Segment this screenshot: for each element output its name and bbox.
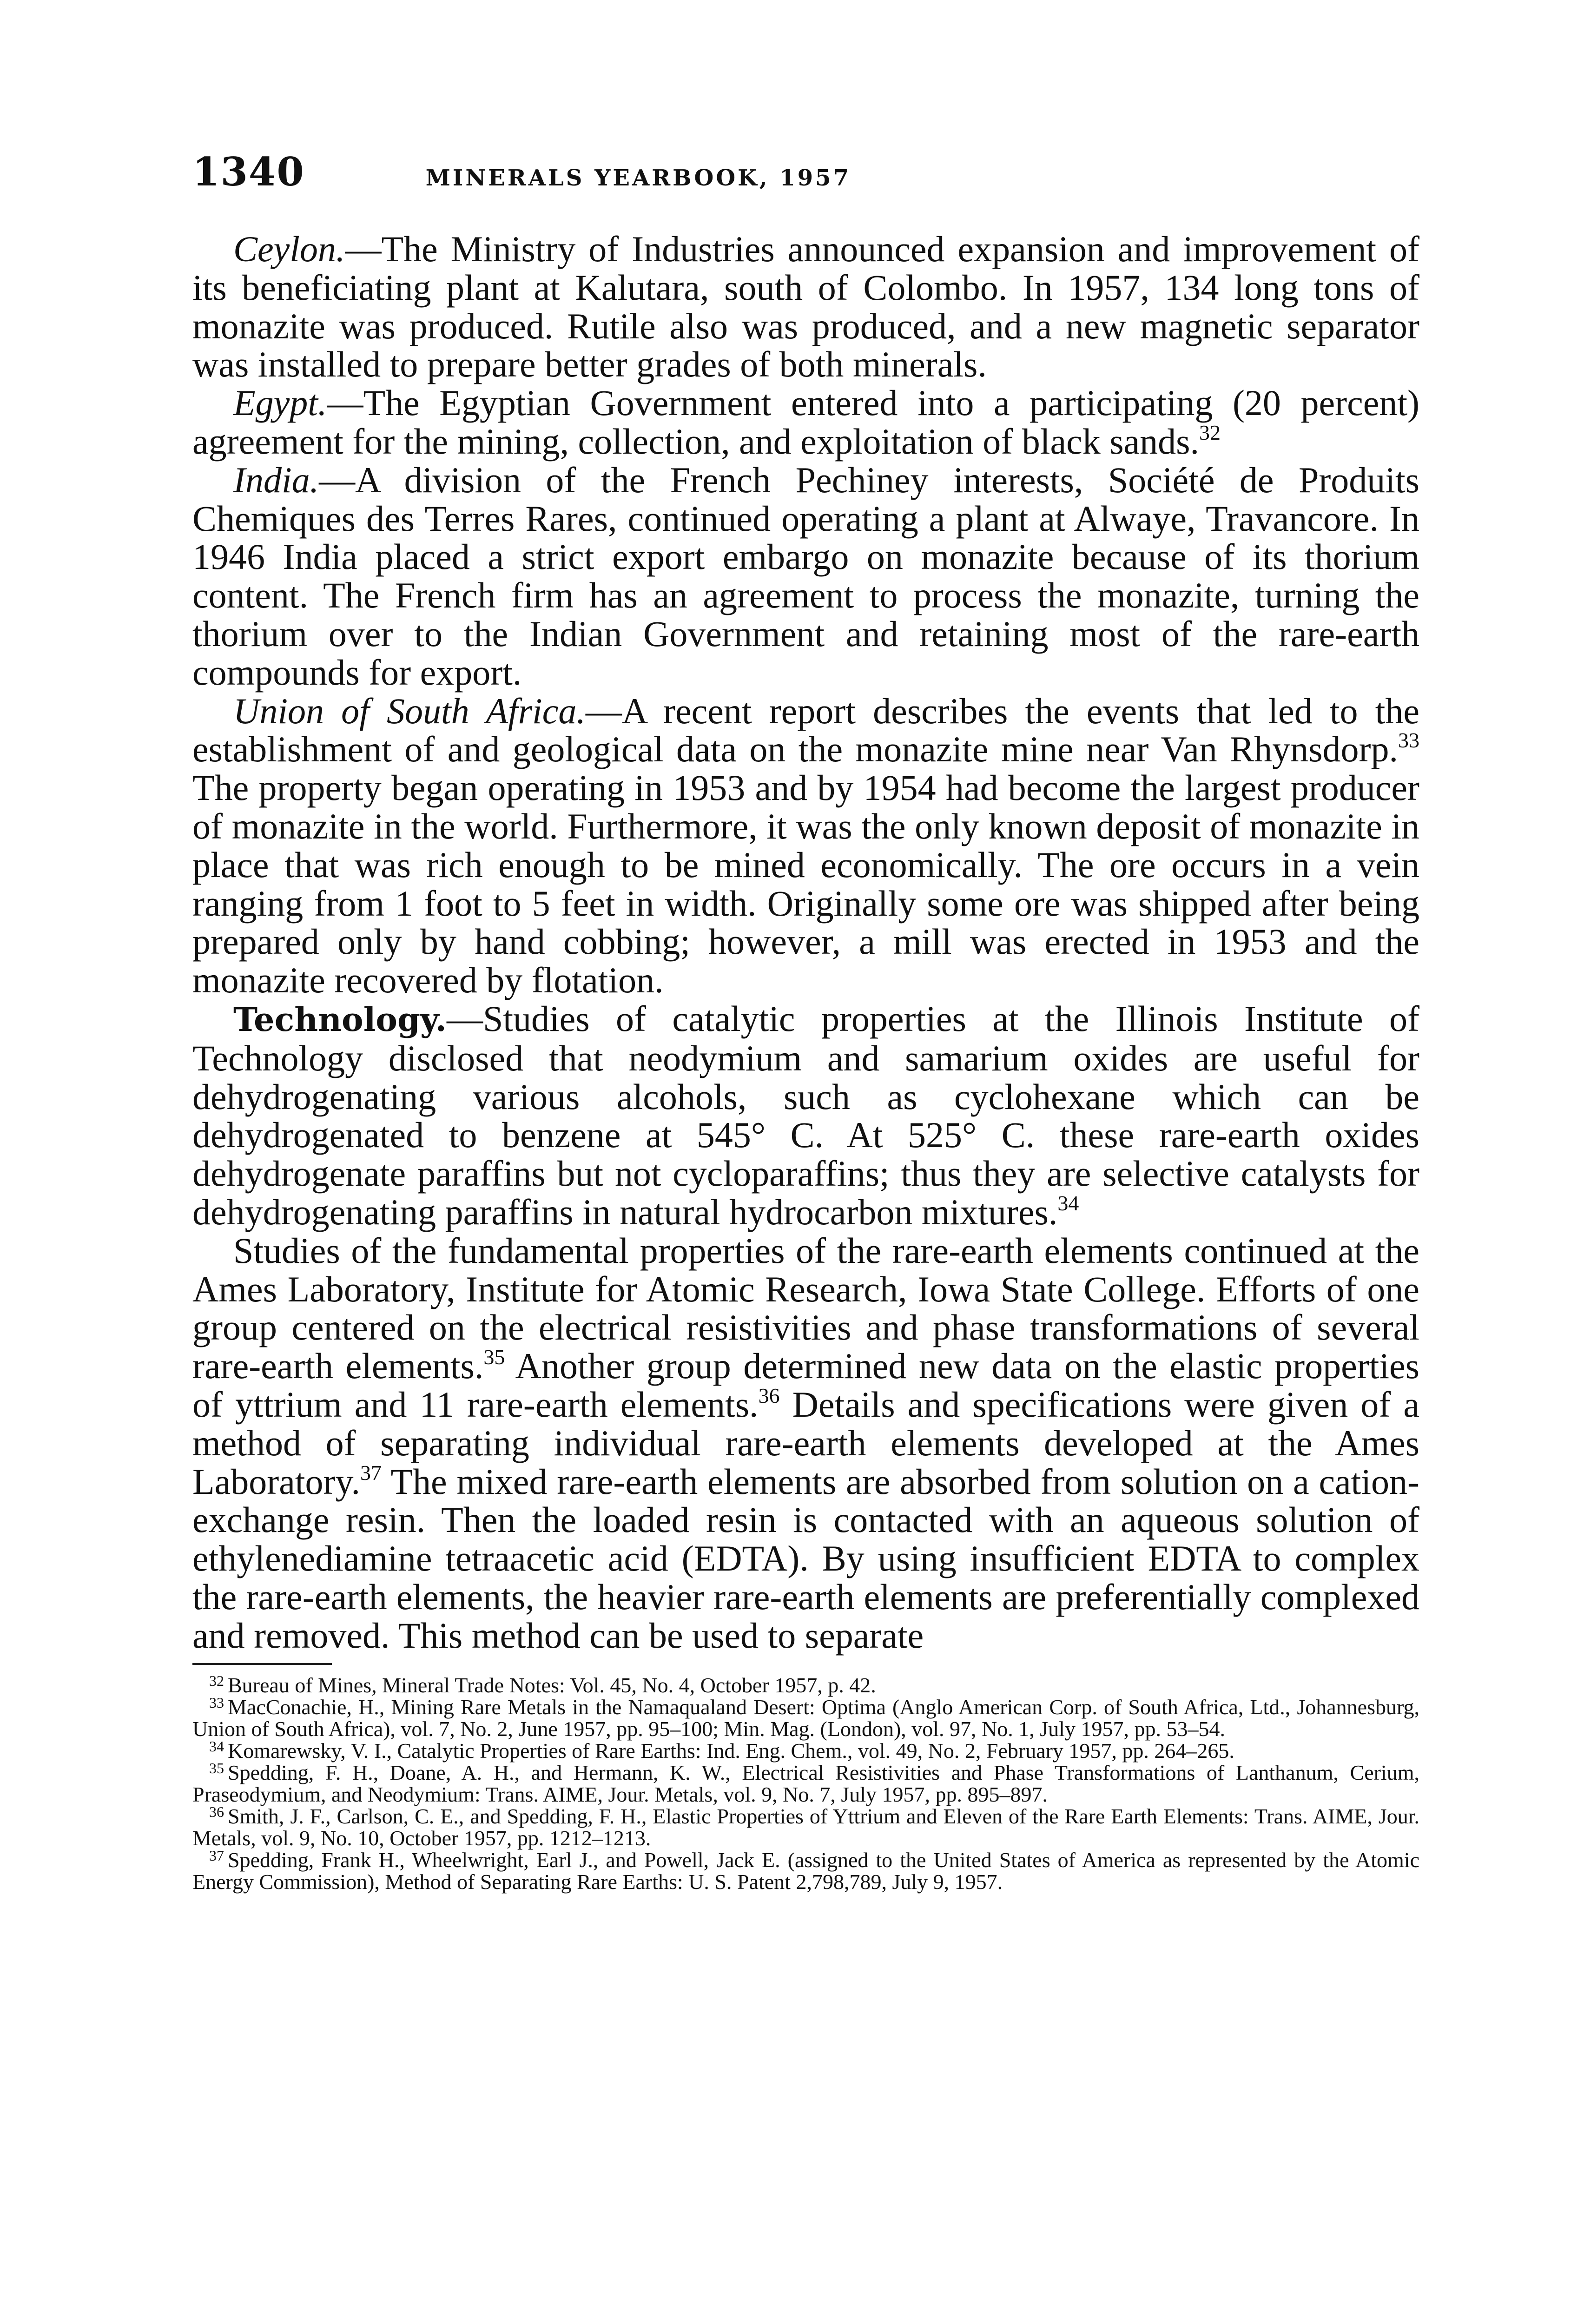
paragraph-text: The mixed rare-earth elements are absorbed from solution on a cation-exchange resin. Then the loaded resin is contacted with an aqueous solution of ethylenediamine tetraacetic acid (EDTA). By using insufficient EDTA to complex the rare-earth elements, the heavier rare-earth elements are preferentially complexed and removed. This method can be used to separate — [192, 1461, 1419, 1656]
footnote-text: Spedding, F. H., Doane, A. H., and Hermann, K. W., Electrical Resistivities and Phase Transformations of Lanthanum, Cerium, Praseodymium, and Neodymium: Trans. AIME, Jour. Metals, vol. 9, No. 7, July 1957, pp. 895–897. — [192, 1761, 1419, 1807]
paragraph-egypt — [192, 384, 1419, 461]
footnote-text: Spedding, Frank H., Wheelwright, Earl J., and Powell, Jack E. (assigned to the United States of America as represented by the Atomic Energy Commission), Method of Separating Rare Earths: U. S. Patent 2,798,789, July 9, 1957. — [192, 1848, 1419, 1894]
footnote-ref[interactable]: 36 — [758, 1383, 780, 1407]
footnote-ref[interactable]: 33 — [1398, 728, 1419, 753]
footnote-mark: 34 — [209, 1738, 224, 1755]
footnote-text: MacConachie, H., Mining Rare Metals in the Namaqualand Desert: Optima (Anglo American Corp. of South Africa, Ltd., Johannesburg, Union of South Africa), vol. 7, No. 2, June 1957, pp. 95–100; Min. Mag. (London), vol. 97, No. 1, July 1957, pp. 53–54. — [192, 1695, 1419, 1741]
page-header — [192, 149, 1419, 200]
paragraph-text: —The Ministry of Industries announced expansion and improvement of its beneficiating plant at Kalutara, south of Colombo. In 1957, 134 long tons of monazite was produced. Rutile also was produced, and a new magnetic separator was installed to prepare better grades of both minerals. — [192, 229, 1419, 385]
footnote-ref[interactable]: 35 — [483, 1345, 505, 1369]
footnote-mark: 32 — [209, 1672, 224, 1690]
footnote-mark: 35 — [209, 1760, 224, 1777]
footnote-text: Smith, J. F., Carlson, C. E., and Spedding, F. H., Elastic Properties of Yttrium and Eleven of the Rare Earth Elements: Trans. AIME, Jour. Metals, vol. 9, No. 10, October 1957, pp. 1212–1213. — [192, 1804, 1419, 1850]
footnote-mark: 33 — [209, 1694, 224, 1711]
footnote-divider — [192, 1663, 332, 1665]
paragraph-ames — [192, 1232, 1419, 1655]
paragraph-text: —Studies of catalytic properties at the Illinois Institute of Technology disclosed that neodymium and samarium oxides are useful for dehydrogenating various alcohols, such as cyclohexane which can be dehydrogenated to benzene at 545° C. At 525° C. these rare-earth oxides dehydrogenate paraffins but not cycloparaffins; thus they are selective catalysts for dehydrogenating paraffins in natural hydrocarbon mixtures. — [192, 998, 1419, 1232]
footnotes — [192, 1674, 1419, 1893]
section-heading: Technology. — [233, 1000, 447, 1039]
footnote-37 — [192, 1849, 1419, 1893]
footnote-33 — [192, 1696, 1419, 1740]
footnote-mark: 37 — [209, 1847, 224, 1864]
running-head: MINERALS YEARBOOK, 1957 — [425, 165, 851, 191]
paragraph-ceylon — [192, 230, 1419, 384]
paragraph-text: Another group determined new data on the elastic properties of yttrium and 11 rare-earth elements. — [192, 1346, 1419, 1425]
footnote-34 — [192, 1740, 1419, 1762]
footnote-mark: 36 — [209, 1803, 224, 1821]
page-number: 1340 — [192, 149, 305, 195]
paragraph-lead: Ceylon. — [233, 229, 345, 269]
paragraph-text: Studies of the fundamental properties of the rare-earth elements continued at the Ames Laboratory, Institute for Atomic Research, Iowa State College. Efforts of one group centered on the electrical resistivities and phase transformations of several rare-earth elements. — [192, 1230, 1419, 1386]
paragraph-text: Details and specifications were given of a method of separating individual rare-earth elements developed at the Ames Laboratory. — [192, 1384, 1419, 1502]
body-text — [192, 230, 1419, 1655]
footnote-text: Komarewsky, V. I., Catalytic Properties of Rare Earths: Ind. Eng. Chem., vol. 49, No. 2, February 1957, pp. 264–265. — [228, 1739, 1234, 1763]
paragraph-text: —A recent report describes the events that led to the establishment of and geological data on the monazite mine near Van Rhynsdorp. — [192, 690, 1419, 770]
page — [192, 149, 1419, 1893]
paragraph-text: —A division of the French Pechiney interests, Société de Produits Chemiques des Terres Rares, continued operating a plant at Alwaye, Travancore. In 1946 India placed a strict export embargo on monazite because of its thorium content. The French firm has an agreement to process the monazite, turning the thorium over to the Indian Government and retaining most of the rare-earth compounds for export. — [192, 459, 1419, 693]
footnote-35 — [192, 1762, 1419, 1805]
footnote-ref[interactable]: 37 — [360, 1460, 382, 1485]
paragraph-text: The property began operating in 1953 and by 1954 had become the largest producer of monazite in the world. Furthermore, it was the only known deposit of monazite in place that was rich enough to be mined economically. The ore occurs in a vein ranging from 1 foot to 5 feet in width. Originally some ore was shipped after being prepared only by hand cobbing; however, a mill was erected in 1953 and the monazite recovered by flotation. — [192, 767, 1419, 1001]
paragraph-text: —The Egyptian Government entered into a participating (20 percent) agreement for the mining, collection, and exploitation of black sands. — [192, 383, 1419, 462]
footnote-text: Bureau of Mines, Mineral Trade Notes: Vol. 45, No. 4, October 1957, p. 42. — [228, 1673, 876, 1697]
paragraph-lead: Egypt. — [233, 383, 327, 423]
paragraph-india — [192, 461, 1419, 692]
footnote-36 — [192, 1805, 1419, 1849]
paragraph-lead: Union of South Africa. — [233, 690, 586, 731]
footnote-32 — [192, 1674, 1419, 1696]
paragraph-lead: India. — [233, 459, 319, 500]
footnote-ref[interactable]: 32 — [1199, 420, 1221, 444]
paragraph-technology — [192, 1000, 1419, 1232]
footnote-ref[interactable]: 34 — [1057, 1191, 1079, 1215]
paragraph-south-africa — [192, 692, 1419, 1000]
